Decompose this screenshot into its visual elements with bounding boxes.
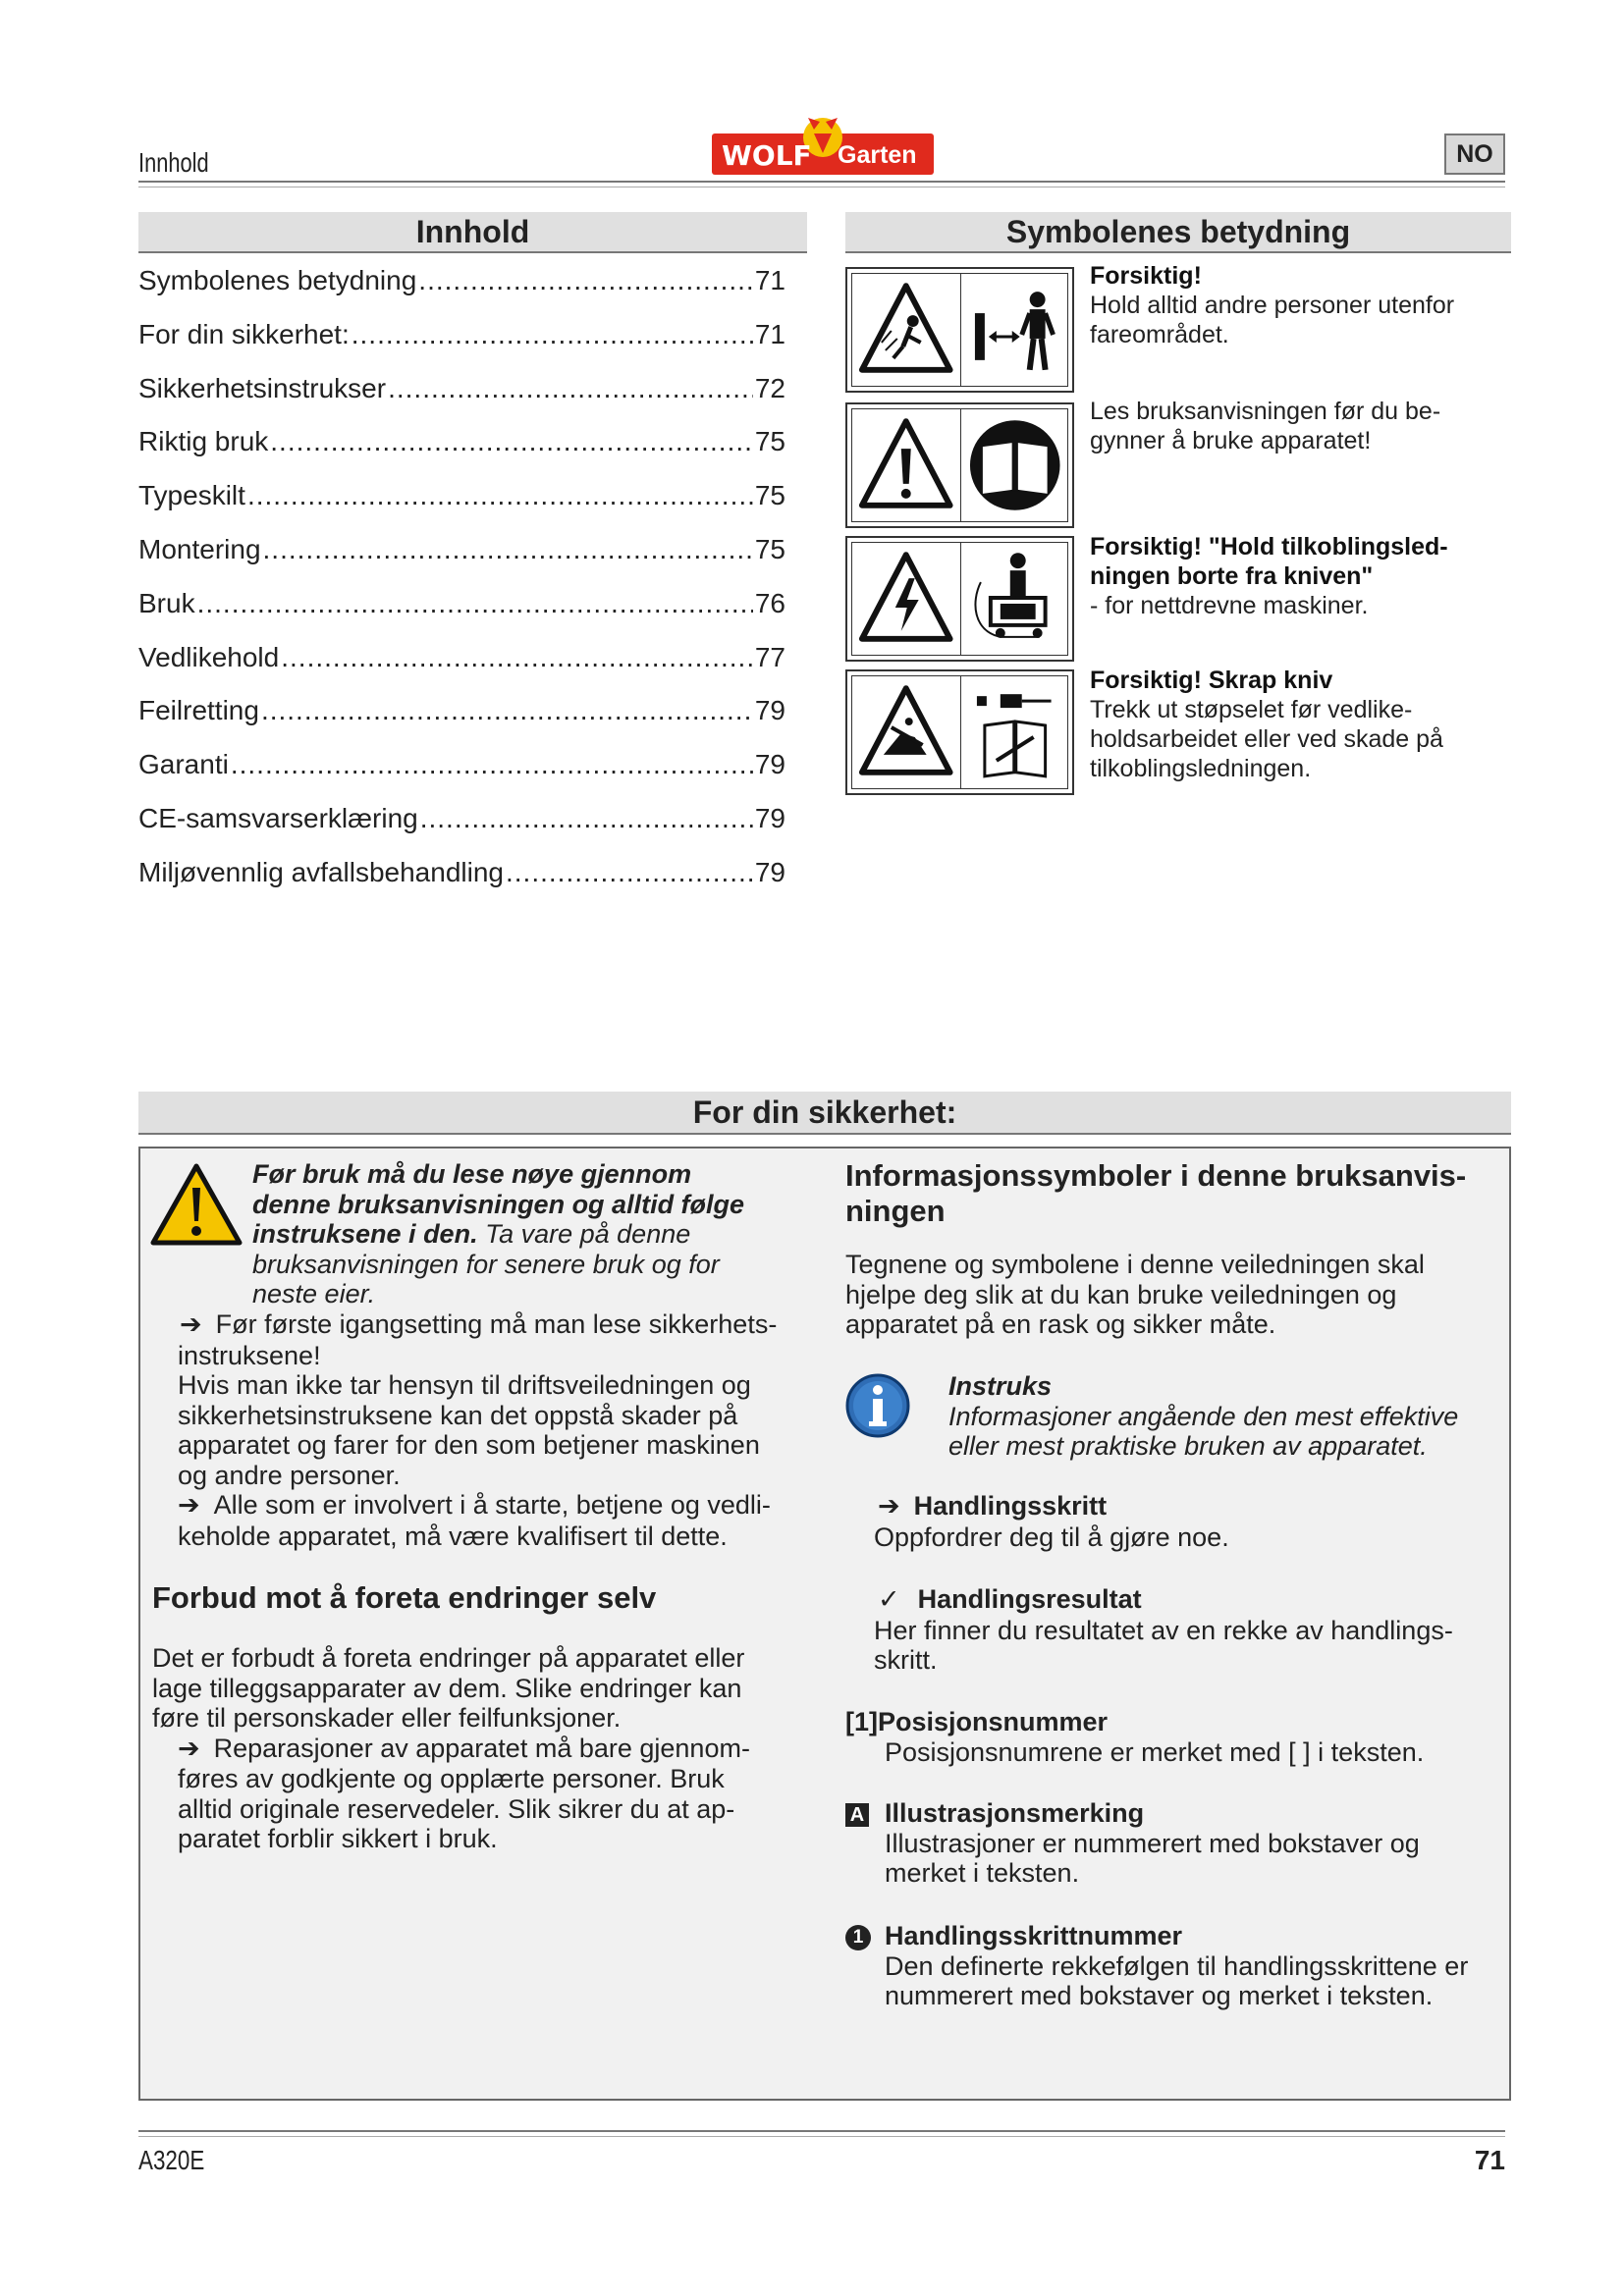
modification-line: lage tilleggsapparater av dem. Slike endringer kan <box>152 1673 742 1703</box>
step-title: Handlingsskritt <box>913 1491 1108 1521</box>
toc-entry-page: 75 <box>754 426 785 457</box>
toc-entry-page: 76 <box>754 587 785 618</box>
toc-leader-dots <box>231 749 753 780</box>
toc-leader-dots <box>281 642 753 673</box>
toc-entry[interactable] <box>138 534 785 588</box>
keep-distance-icon <box>961 274 1069 386</box>
toc-entry-label: Typeskilt <box>138 480 245 511</box>
modification-line: føre til personskader eller feilfunksjoner. <box>152 1703 622 1733</box>
safety-heading: For din sikkerhet: <box>138 1092 1511 1135</box>
toc-entry[interactable] <box>138 426 785 480</box>
blade-hand-hazard-icon <box>852 676 960 788</box>
mower-operator-icon <box>961 543 1069 655</box>
modification-heading: Forbud mot å foreta endringer selv <box>152 1580 657 1615</box>
symbol-4-text <box>1090 666 1512 783</box>
modification-bullet-line: Reparasjoner av apparatet må bare gjennom- <box>213 1733 750 1763</box>
symbol-read-manual <box>845 402 1074 528</box>
toc-entry[interactable] <box>138 319 785 373</box>
symbol-scrap-blade <box>845 669 1074 795</box>
toc-entry-page: 71 <box>754 318 785 349</box>
logo-text-wolf: WOLF <box>722 139 812 172</box>
symbol-4-line: tilkoblingsledningen. <box>1090 755 1312 782</box>
toc-entry-page: 71 <box>754 265 785 295</box>
toc-entry-page: 79 <box>754 749 785 780</box>
toc-entry-page: 75 <box>754 533 785 564</box>
logo-text-garten: Garten <box>838 141 917 169</box>
symbol-1-text <box>1090 261 1512 349</box>
illustration-line: Illustrasjoner er nummerert med bokstaver og <box>885 1828 1420 1858</box>
caution-triangle-icon <box>149 1162 244 1247</box>
step-number-text <box>885 1921 1523 2011</box>
model-number: A320E <box>138 2145 205 2175</box>
position-number-line: Posisjonsnumrene er merket med [ ] i teksten. <box>885 1736 1425 1767</box>
symbol-keep-away <box>845 267 1074 393</box>
illustration-text <box>885 1798 1513 1889</box>
arrow-icon: ➔ <box>178 1490 200 1521</box>
symbol-3-heading: Forsiktig! "Hold tilkoblingsled- <box>1090 533 1448 561</box>
instruks-title: Instruks <box>948 1371 1053 1401</box>
warning-text <box>252 1159 841 1309</box>
electric-hazard-icon <box>852 543 960 655</box>
toc-entry[interactable] <box>138 857 785 911</box>
symbol-2-text <box>1090 397 1512 455</box>
illustration-badge-icon: A <box>845 1803 869 1827</box>
symbol-4-line: holdsarbeidet eller ved skade på <box>1090 725 1443 753</box>
language-badge: NO <box>1444 133 1505 175</box>
toc-entry-label: Symbolenes betydning <box>138 265 417 295</box>
toc-entry-label: For din sikkerhet: <box>138 318 350 349</box>
symbol-4-heading: Forsiktig! Skrap kniv <box>1090 667 1333 694</box>
toc-entry-page: 77 <box>754 641 785 672</box>
modification-line: Det er forbudt å foreta endringer på apparatet eller <box>152 1643 745 1673</box>
toc-entry[interactable] <box>138 265 785 319</box>
bullet-2-line: Alle som er involvert i å starte, betjene og vedli- <box>213 1490 771 1520</box>
result-text <box>874 1584 1502 1676</box>
read-manual-book-icon <box>961 409 1069 521</box>
step-number-badge-icon: 1 <box>845 1925 871 1950</box>
position-number-title: [1]Posisjonsnummer <box>845 1707 1109 1736</box>
toc-entry-label: Garanti <box>138 749 229 780</box>
toc-leader-dots <box>197 588 753 619</box>
toc-entry[interactable] <box>138 695 785 749</box>
arrow-icon: ➔ <box>178 1733 200 1764</box>
footer-rule <box>138 2130 1505 2132</box>
modification-bullet-line: føres av godkjente og opplærte personer. Bruk <box>178 1764 725 1793</box>
arrow-icon: ➔ <box>180 1309 202 1340</box>
toc-leader-dots <box>506 857 753 888</box>
modification-bullet-line: alltid originale reservedeler. Slik sikrer du at ap- <box>178 1793 735 1824</box>
symbol-2-line: Les bruksanvisningen før du be- <box>1090 398 1441 425</box>
step-number-line: Den definerte rekkefølgen til handlingsskrittene er <box>885 1950 1469 1981</box>
toc-leader-dots <box>247 480 753 511</box>
toc-entry[interactable] <box>138 588 785 642</box>
modification-text <box>152 1643 839 1854</box>
toc-entry-page: 79 <box>754 802 785 833</box>
warning-exclamation-icon <box>852 409 960 521</box>
arrow-icon: ➔ <box>878 1491 900 1522</box>
warning-line: instruksene i den. <box>252 1219 478 1249</box>
toc-leader-dots <box>420 803 753 834</box>
toc-entry-page: 79 <box>754 695 785 726</box>
warning-triangle-icon <box>852 274 960 386</box>
toc-entry-page: 79 <box>754 856 785 887</box>
info-intro-line: Tegnene og symbolene i denne veiledningen skal <box>845 1250 1425 1279</box>
info-intro-line: hjelpe deg slik at du kan bruke veiledningen og <box>845 1279 1397 1309</box>
toc-entry-label: Feilretting <box>138 695 259 726</box>
symbol-4-line: Trekk ut støpselet før vedlike- <box>1090 696 1413 723</box>
toc-leader-dots <box>261 695 753 726</box>
page-number: 71 <box>1474 2145 1505 2175</box>
symbol-1-line: fareområdet. <box>1090 321 1229 348</box>
symbol-3-heading: ningen borte fra kniven" <box>1090 562 1374 590</box>
toc-leader-dots <box>388 373 753 404</box>
illustration-title: Illustrasjonsmerking <box>885 1798 1145 1828</box>
bullet-1-line: sikkerhetsinstruksene kan det oppstå skader på <box>178 1400 738 1430</box>
info-intro-text <box>845 1250 1503 1340</box>
toc-entry[interactable] <box>138 480 785 534</box>
step-line: Oppfordrer deg til å gjøre noe. <box>874 1522 1229 1552</box>
instruks-line: eller mest praktiske bruken av apparatet. <box>948 1431 1428 1461</box>
step-number-line: nummerert med bokstaver og merket i teksten. <box>885 1981 1434 2010</box>
symbol-1-heading: Forsiktig! <box>1090 262 1202 290</box>
result-title: Handlingsresultat <box>917 1584 1142 1614</box>
toc-entry-label: Sikkerhetsinstrukser <box>138 372 387 403</box>
bullet-2-line: keholde apparatet, må være kvalifisert til dette. <box>178 1521 728 1551</box>
symbol-3-line: - for nettdrevne maskiner. <box>1090 592 1369 619</box>
warning-line: bruksanvisningen for senere bruk og for <box>252 1249 720 1279</box>
result-line: Her finner du resultatet av en rekke av handlings- <box>874 1615 1453 1645</box>
info-heading-line: ningen <box>845 1194 946 1228</box>
wolf-garten-logo <box>712 108 934 175</box>
toc-leader-dots <box>352 319 753 350</box>
toc-entry[interactable] <box>138 373 785 427</box>
toc-entry-label: Miljøvennlig avfallsbehandling <box>138 856 504 887</box>
warning-line: Før bruk må du lese nøye gjennom <box>252 1159 692 1189</box>
warning-line: denne bruksanvisningen og alltid følge <box>252 1189 745 1219</box>
result-line: skritt. <box>874 1645 938 1675</box>
bullet-1-line: apparatet og farer for den som betjener maskinen <box>178 1430 760 1460</box>
modification-bullet-line: paratet forblir sikkert i bruk. <box>178 1824 498 1853</box>
warning-line: Ta vare på denne <box>477 1219 691 1249</box>
symbol-3-text <box>1090 532 1512 620</box>
toc-entry-label: Riktig bruk <box>138 426 269 457</box>
header-section-label: Innhold <box>138 147 209 178</box>
symbol-cable-away <box>845 536 1074 662</box>
unplug-manual-icon <box>961 676 1069 788</box>
header-rule <box>138 181 1505 183</box>
warning-line: neste eier. <box>252 1279 376 1308</box>
toc-entry[interactable] <box>138 749 785 803</box>
toc-entry[interactable] <box>138 803 785 857</box>
toc-entry-page: 75 <box>754 480 785 511</box>
info-heading-line: Informasjonssymboler i denne bruksanvis- <box>845 1158 1467 1193</box>
toc-entry-label: Montering <box>138 533 261 564</box>
info-intro-line: apparatet på en rask og sikker måte. <box>845 1309 1276 1339</box>
info-icon <box>844 1372 911 1439</box>
toc-leader-dots <box>270 426 753 457</box>
toc-leader-dots <box>418 265 753 296</box>
bullet-1-line: instruksene! <box>178 1340 321 1370</box>
symbol-2-line: gynner å bruke apparatet! <box>1090 427 1372 454</box>
bullet-1-line: Før første igangsetting må man lese sikkerhets- <box>215 1309 778 1339</box>
table-of-contents <box>138 265 785 911</box>
footer-rule-thin <box>138 2136 1505 2137</box>
info-symbols-heading <box>845 1158 1466 1229</box>
toc-entry[interactable] <box>138 642 785 696</box>
checkmark-icon: ✓ <box>878 1584 900 1615</box>
bullet-1-line: og andre personer. <box>178 1460 401 1490</box>
symbol-1-line: Hold alltid andre personer utenfor <box>1090 292 1455 319</box>
position-number-text <box>845 1707 1503 1767</box>
toc-entry-label: Bruk <box>138 587 195 618</box>
safety-bullet-1 <box>178 1309 845 1551</box>
instruks-line: Informasjoner angående den mest effektive <box>948 1401 1459 1431</box>
step-text <box>874 1491 1502 1552</box>
toc-entry-page: 72 <box>754 372 785 403</box>
toc-entry-label: Vedlikehold <box>138 641 280 672</box>
symbols-heading: Symbolenes betydning <box>845 212 1511 253</box>
bullet-1-line: Hvis man ikke tar hensyn til driftsveiledningen og <box>178 1370 751 1400</box>
instruks-text <box>948 1371 1508 1462</box>
toc-heading: Innhold <box>138 212 807 253</box>
step-number-title: Handlingsskrittnummer <box>885 1921 1183 1950</box>
toc-leader-dots <box>263 534 753 565</box>
illustration-line: merket i teksten. <box>885 1858 1080 1888</box>
toc-entry-label: CE-samsvarserklæring <box>138 802 418 833</box>
